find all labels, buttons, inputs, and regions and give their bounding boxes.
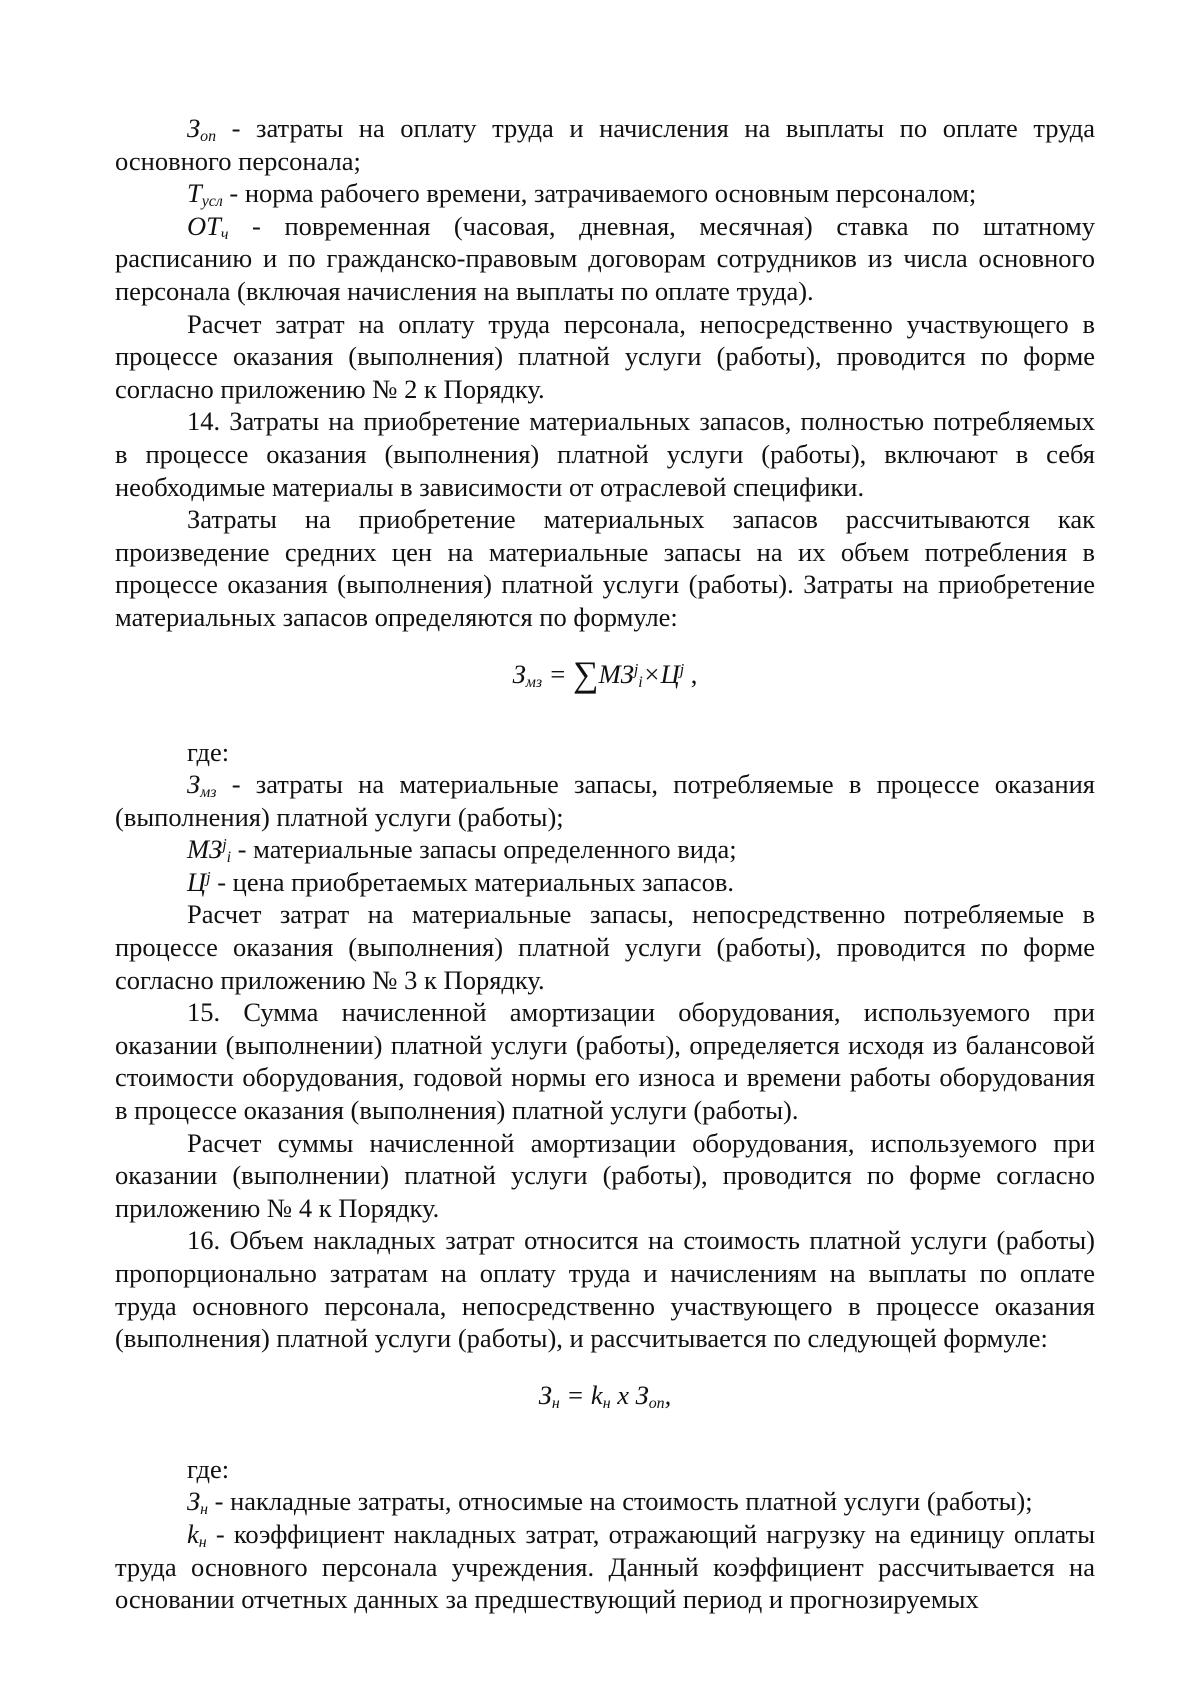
term-symbol: З: [187, 769, 201, 800]
term-zop: [187, 113, 216, 143]
paragraph-16: 16. Объем накладных затрат относится на стоимость платной услуги (работы) пропорционально затратам на оплату труда и начислениям на выплаты по оплате труда основного персонала, непосредственно участвующего в процессе оказания (выполнения) платной услуги (работы), и рассчитывается по следующей формуле:: [115, 1225, 1095, 1354]
term-symbol: З: [187, 1486, 201, 1517]
paragraph-14: 14. Затраты на приобретение материальных запасов, полностью потребляемых в процессе оказания (выполнения) платной услуги (работы), включают в себя необходимые материалы в зависимости от отраслевой специфики.: [115, 406, 1095, 502]
paragraph-materials-form: Расчет затрат на материальные запасы, непосредственно потребляемые в процессе оказания (выполнения) платной услуги (работы), проводится по форме согласно приложению № 3 к Порядку.: [115, 899, 1095, 995]
definition-text: - материальные запасы определенного вида;: [231, 834, 737, 865]
formula-rhs-subscript: оп: [648, 1394, 665, 1412]
where-label: где:: [187, 736, 230, 767]
term-subscript: н: [200, 1501, 209, 1519]
formula-tail: ,: [684, 658, 698, 689]
term-symbol: МЗ: [187, 834, 223, 865]
paragraph-labor-cost-form: Расчет затрат на оплату труда персонала, непосредственно участвующего в процессе оказания (выполнения) платной услуги (работы), проводится по форме согласно приложению № 2 к Порядку.: [115, 308, 1095, 404]
formula-term-mz-sup: j: [633, 660, 639, 678]
formula-term-price: Ц: [660, 658, 680, 689]
term-symbol: З: [187, 113, 201, 143]
term-mz: [187, 834, 232, 867]
term-subscript: i: [226, 849, 232, 867]
formula-lhs-subscript: н: [551, 1394, 560, 1412]
formula-coefficient-subscript: н: [602, 1394, 611, 1412]
document-page: [115, 112, 1095, 1616]
definition-otch: [115, 210, 1095, 308]
definition-text: - коэффициент накладных затрат, отражающий нагрузку на единицу оплаты труда основного персонала учреждения. Данный коэффициент рассчитывается на основании отчетных данных за предшествующий период и прогнозируемых: [115, 1518, 1095, 1615]
definition-kn: [115, 1518, 1095, 1616]
term-subscript: усл: [201, 193, 223, 211]
definition-zmz: [115, 768, 1095, 833]
term-symbol: k: [187, 1518, 199, 1549]
term-zmz: [187, 769, 217, 802]
paragraph-materials-calc: Затраты на приобретение материальных запасов рассчитываются как произведение средних цен на материальные запасы на их объем потребления в процессе оказания (выполнения) платной услуги (работы). Затраты на приобретение материальных запасов определяются по формуле:: [115, 504, 1095, 632]
formula-term-price-sup: j: [679, 660, 685, 678]
definition-mz: [115, 833, 1095, 866]
paragraph-amortization-form: Расчет суммы начисленной амортизации оборудования, используемого при оказании (выполнении) платной услуги (работы), проводится по форме согласно приложению № 4 к Порядку.: [115, 1127, 1095, 1223]
formula-equals: =: [559, 1379, 591, 1410]
formula-lhs: З: [512, 658, 526, 689]
paragraph-15: 15. Сумма начисленной амортизации оборудования, используемого при оказании (выполнении) платной услуги (работы), определяется исходя из балансовой стоимости оборудования, годовой нормы его износа и времени работы оборудования в процессе оказания (выполнения) платной услуги (работы).: [115, 997, 1095, 1126]
where-label-2: где:: [187, 1453, 230, 1484]
formula-overhead: [115, 1373, 1095, 1417]
definition-text: - повременная (часовая, дневная, месячная) ставка по штатному расписанию и по гражданско-правовым договорам сотрудников из числа основного персонала (включая начисления на выплаты по оплате труда).: [115, 210, 1095, 306]
formula-times: х: [610, 1379, 636, 1410]
formula-lhs: З: [538, 1379, 552, 1410]
formula-tail: ,: [664, 1379, 672, 1410]
term-superscript: j: [222, 836, 227, 854]
formula-times: ×: [642, 658, 661, 689]
term-subscript: мз: [200, 784, 217, 802]
definition-tusl: [115, 177, 1095, 210]
term-tusl: [187, 178, 223, 211]
term-price: [187, 867, 211, 897]
term-subscript: оп: [200, 127, 217, 145]
formula-materials: [115, 652, 1095, 696]
term-symbol: Ц: [187, 866, 207, 897]
formula-equals: =: [542, 658, 574, 689]
definition-text: - затраты на материальные запасы, потребляемые в процессе оказания (выполнения) платной услуги (работы);: [115, 769, 1095, 832]
definition-zop: [115, 112, 1095, 177]
term-symbol: ОТ: [187, 210, 221, 241]
definition-zn: [115, 1485, 1095, 1518]
formula-coefficient: k: [590, 1379, 603, 1410]
definition-text: - цена приобретаемых материальных запасов.: [210, 866, 734, 897]
formula-rhs: З: [635, 1379, 649, 1410]
term-symbol: Т: [187, 178, 202, 209]
definition-text: - норма рабочего времени, затрачиваемого основным персоналом;: [222, 178, 977, 209]
formula-term-mz-sub: i: [638, 673, 643, 691]
term-subscript: н: [198, 1533, 207, 1551]
term-otch: [187, 211, 228, 241]
formula-lhs-subscript: мз: [525, 673, 543, 691]
definition-price: [115, 866, 1095, 899]
formula-term-mz: МЗ: [598, 658, 634, 689]
definition-text: - накладные затраты, относимые на стоимость платной услуги (работы);: [208, 1486, 1033, 1517]
term-superscript: j: [206, 869, 211, 887]
definition-text: - затраты на оплату труда и начисления на выплаты по оплате труда основного персонала;: [115, 113, 1095, 176]
sum-symbol: ∑: [573, 653, 599, 694]
term-kn: [187, 1519, 207, 1549]
term-subscript: ч: [220, 225, 229, 243]
term-zn: [187, 1486, 209, 1519]
